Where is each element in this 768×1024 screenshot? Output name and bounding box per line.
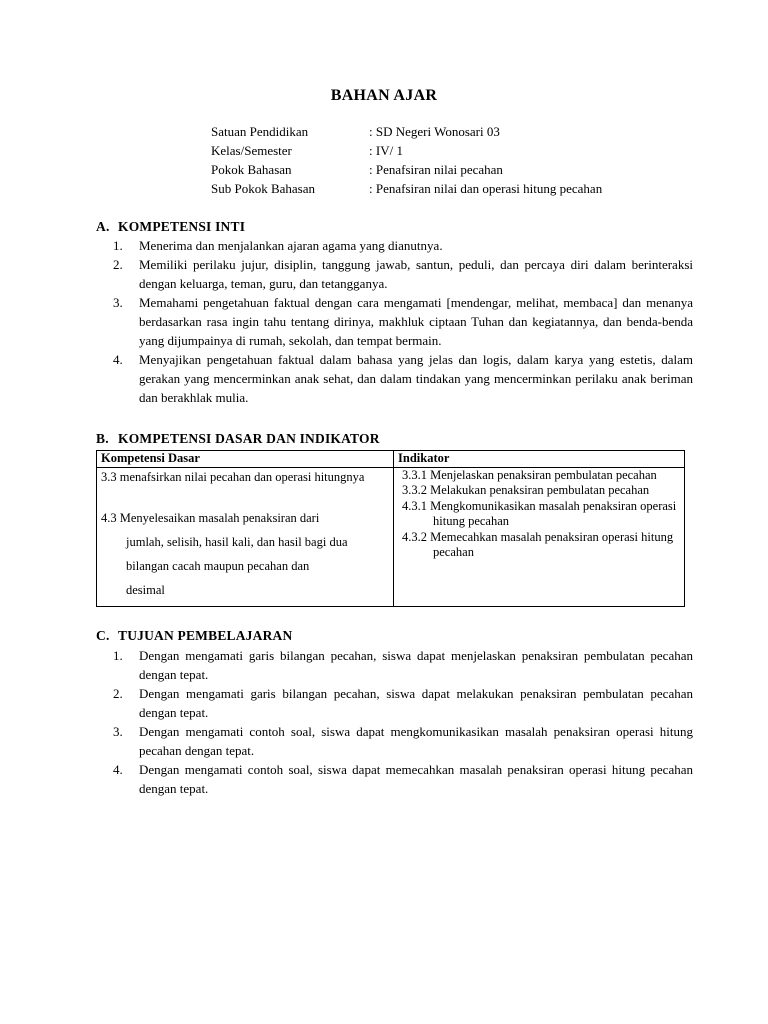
meta-row <box>211 122 602 141</box>
item-number: 1. <box>113 238 123 253</box>
column-header-kompetensi-dasar: Kompetensi Dasar <box>97 451 394 468</box>
table-row <box>97 467 685 606</box>
item-text: Memiliki perilaku jujur, disiplin, tanggung jawab, santun, peduli, dan percaya diri dalam berinteraksi dengan keluarga, teman, guru, dan tetangganya. <box>139 257 693 291</box>
item-text: Dengan mengamati garis bilangan pecahan, siswa dapat melakukan penaksiran pembulatan pecahan dengan tepat. <box>139 686 693 720</box>
kompetensi-dasar-cell <box>97 467 394 606</box>
indicator-item: 3.3.2 Melakukan penaksiran pembulatan pecahan <box>402 483 650 497</box>
item-number: 2. <box>113 257 123 272</box>
meta-label: Pokok Bahasan <box>211 162 292 177</box>
list-item <box>113 255 693 293</box>
meta-row <box>211 160 602 179</box>
item-number: 4. <box>113 762 123 777</box>
meta-value: : IV/ 1 <box>369 143 403 158</box>
meta-row <box>211 179 602 198</box>
item-text: Dengan mengamati contoh soal, siswa dapat mengkomunikasikan masalah penaksiran operasi hitung pecahan dengan tepat. <box>139 724 693 758</box>
item-number: 4. <box>113 352 123 367</box>
section-title: KOMPETENSI INTI <box>118 219 246 234</box>
kd-item: 3.3 menafsirkan nilai pecahan dan operasi hitungnya <box>101 469 365 484</box>
section-b-heading <box>96 429 380 448</box>
item-number: 3. <box>113 724 123 739</box>
list-item <box>113 684 693 722</box>
list-item <box>113 646 693 684</box>
indicator-item: 4.3.2 Memecahkan masalah penaksiran operasi hitung pecahan <box>402 529 674 559</box>
indicator-item: 4.3.1 Mengkomunikasikan masalah penaksiran operasi hitung pecahan <box>402 498 677 528</box>
list-item <box>113 722 693 760</box>
item-text: Memahami pengetahuan faktual dengan cara mengamati [mendengar, melihat, membaca] dan menanya berdasarkan rasa ingin tahu tentang dirinya, makhluk ciptaan Tuhan dan kegiatannya, dan benda-benda yang dijumpainya di rumah, sekolah, dan tempat bermain. <box>139 295 693 348</box>
list-item <box>113 350 693 407</box>
item-text: Dengan mengamati garis bilangan pecahan, siswa dapat menjelaskan penaksiran pembulatan pecahan dengan tepat. <box>139 648 693 682</box>
section-letter: C. <box>96 628 110 643</box>
indicator-item: 3.3.1 Menjelaskan penaksiran pembulatan pecahan <box>402 467 657 482</box>
item-text: Menyajikan pengetahuan faktual dalam bahasa yang jelas dan logis, dalam karya yang estetis, dalam gerakan yang mencerminkan anak sehat, dan dalam tindakan yang mencerminkan perilaku anak beriman dan berakhlak mulia. <box>139 352 693 405</box>
kompetensi-table <box>96 450 685 607</box>
meta-label: Sub Pokok Bahasan <box>211 181 315 196</box>
meta-label: Kelas/Semester <box>211 143 292 158</box>
meta-value: : Penafsiran nilai pecahan <box>369 162 503 177</box>
indikator-cell <box>394 467 685 606</box>
tujuan-pembelajaran-list <box>113 646 693 798</box>
item-number: 1. <box>113 648 123 663</box>
kd-line: jumlah, selisih, hasil kali, dan hasil bagi dua <box>126 535 348 549</box>
list-item <box>113 760 693 798</box>
list-item <box>113 236 693 255</box>
section-title: TUJUAN PEMBELAJARAN <box>118 628 293 643</box>
kd-item <box>101 506 389 602</box>
kd-line: desimal <box>126 583 165 597</box>
meta-value: : Penafsiran nilai dan operasi hitung pecahan <box>369 181 603 196</box>
item-number: 3. <box>113 295 123 310</box>
item-number: 2. <box>113 686 123 701</box>
identity-block <box>211 122 602 198</box>
meta-row <box>211 141 602 160</box>
list-item <box>113 293 693 350</box>
page-title: BAHAN AJAR <box>330 87 438 104</box>
kd-line: bilangan cacah maupun pecahan dan <box>126 559 310 573</box>
section-c-heading <box>96 626 292 645</box>
section-letter: A. <box>96 219 110 234</box>
kd-line: 4.3 Menyelesaikan masalah penaksiran dari <box>101 511 320 525</box>
meta-label: Satuan Pendidikan <box>211 124 309 139</box>
kompetensi-inti-list <box>113 236 693 407</box>
section-letter: B. <box>96 431 109 446</box>
table-header-row <box>97 451 685 468</box>
column-header-indikator: Indikator <box>394 451 685 468</box>
section-title: KOMPETENSI DASAR DAN INDIKATOR <box>118 431 380 446</box>
section-a-heading <box>96 217 245 236</box>
item-text: Menerima dan menjalankan ajaran agama yang dianutnya. <box>139 238 443 253</box>
meta-value: : SD Negeri Wonosari 03 <box>369 124 500 139</box>
item-text: Dengan mengamati contoh soal, siswa dapat memecahkan masalah penaksiran operasi hitung pecahan dengan tepat. <box>139 762 693 796</box>
